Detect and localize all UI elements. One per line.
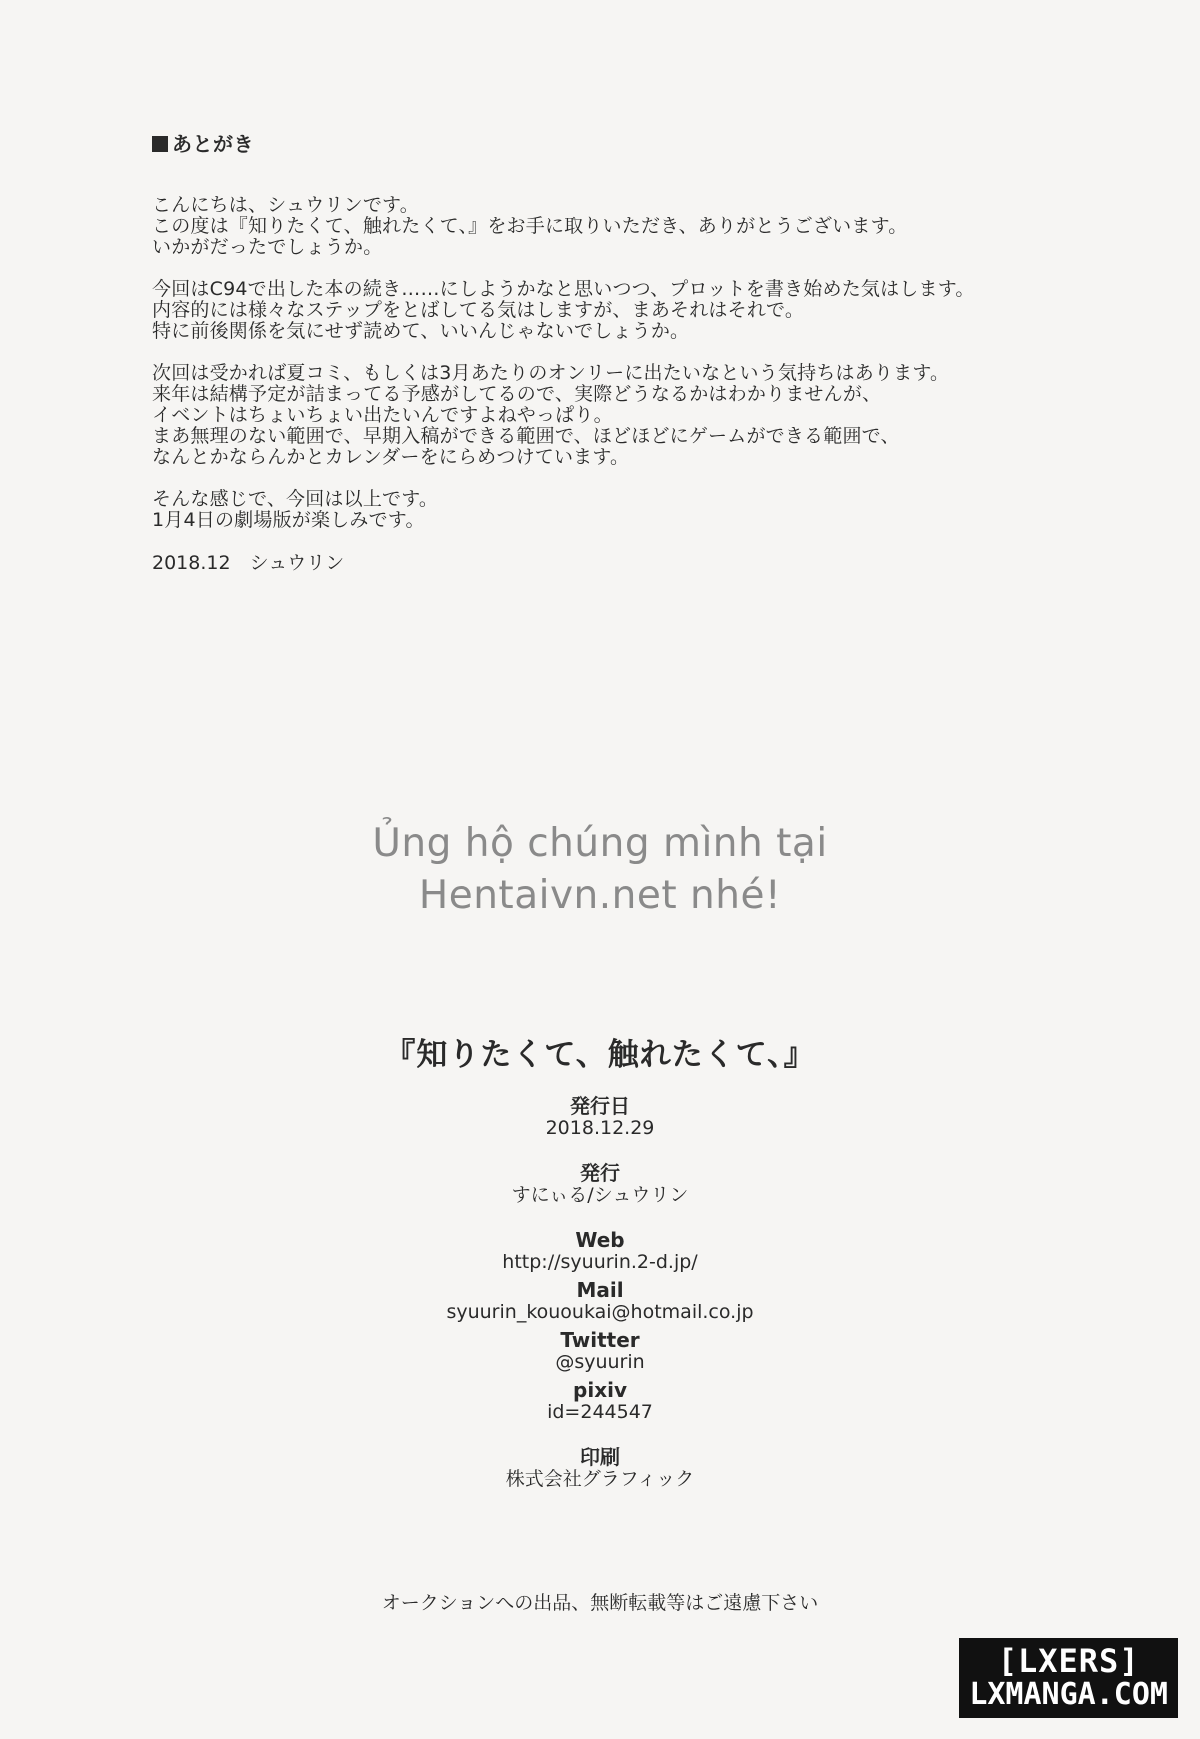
printer-label: 印刷 [580, 1445, 620, 1469]
publisher-label: 発行 [580, 1161, 620, 1185]
afterword-line: まあ無理のない範囲で、早期入稿ができる範囲で、ほどほどにゲームができる範囲で、 [152, 425, 900, 447]
mail-label: Mail [576, 1278, 624, 1302]
afterword-paragraph [152, 489, 1082, 531]
afterword-signoff: 2018.12 シュウリン [152, 552, 345, 574]
twitter-value: @syuurin [555, 1351, 645, 1373]
watermark-text [0, 818, 1200, 922]
book-title: 『知りたくて、触れたくて、』 [384, 1037, 816, 1073]
watermark-line-1: Ủng hộ chúng mình tại [372, 821, 828, 866]
afterword-line: 今回はC94で出した本の続き……にしようかなと思いつつ、プロットを書き始めた気はします。 [152, 278, 975, 300]
afterword-line: 次回は受かれば夏コミ、もしくは3月あたりのオンリーに出たいなという気持ちはあります。 [152, 362, 950, 384]
web-label: Web [575, 1228, 625, 1252]
site-logo-line-1: [LXERS] [997, 1642, 1140, 1680]
afterword-line: 1月4日の劇場版が楽しみです。 [152, 509, 425, 531]
printer-value: 株式会社グラフィック [505, 1468, 695, 1490]
afterword-heading [152, 128, 1082, 157]
afterword-line: この度は『知りたくて、触れたくて、』をお手に取りいただき、ありがとうございます。 [152, 215, 908, 237]
afterword-paragraph [152, 279, 1082, 342]
watermark-line-2: Hentaivn.net nhé! [418, 873, 782, 918]
afterword-paragraph [152, 195, 1082, 258]
reprint-notice: オークションへの出品、無断転載等はご遠慮下さい [381, 1592, 819, 1614]
afterword-line: 特に前後関係を気にせず読めて、いいんじゃないでしょうか。 [152, 320, 690, 342]
pixiv-label: pixiv [573, 1378, 627, 1402]
site-logo [959, 1638, 1178, 1718]
afterword-line: 内容的には様々なステップをとばしてる気はしますが、まあそれはそれで。 [152, 299, 805, 321]
issue-date-value: 2018.12.29 [545, 1117, 655, 1139]
site-logo-line-2: LXMANGA.COM [969, 1677, 1168, 1712]
afterword-paragraph [152, 363, 1082, 468]
afterword-line: いかがだったでしょうか。 [152, 236, 383, 258]
issue-date-label: 発行日 [570, 1094, 630, 1118]
colophon [0, 1035, 1200, 1490]
afterword-line: イベントはちょいちょい出たいんですよねやっぱり。 [152, 404, 613, 426]
afterword-section [152, 128, 1082, 574]
twitter-label: Twitter [560, 1328, 640, 1352]
afterword-line: そんな感じで、今回は以上です。 [152, 488, 439, 510]
mail-value: syuurin_kououkai@hotmail.co.jp [446, 1301, 754, 1323]
web-value: http://syuurin.2-d.jp/ [502, 1251, 698, 1273]
afterword-line: 来年は結構予定が詰まってる予感がしてるので、実際どうなるかはわかりませんが、 [152, 383, 882, 405]
afterword-heading-text: あとがき [172, 132, 254, 156]
square-bullet-icon [152, 136, 168, 152]
pixiv-value: id=244547 [547, 1401, 653, 1423]
afterword-line: なんとかならんかとカレンダーをにらめつけています。 [152, 446, 630, 468]
afterword-line: こんにちは、シュウリンです。 [152, 194, 419, 216]
publisher-value: すにぃる/シュウリン [511, 1184, 689, 1206]
